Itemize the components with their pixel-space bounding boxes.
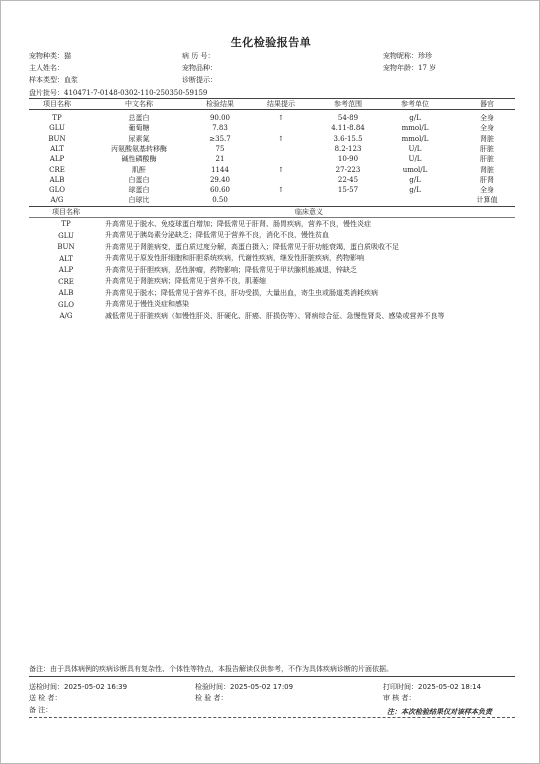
- reviewer: 审 核 者：: [383, 694, 416, 702]
- clinical-code: ALB: [58, 289, 74, 297]
- clinical-meaning: 升高常见于原发性肝细胞和肝胆系统疾病，代谢性疾病，继发性肝脏疾病，药物影响: [105, 254, 364, 262]
- cell-organ: 肾脏: [480, 165, 494, 174]
- cell-organ: 肾脏: [480, 134, 494, 143]
- cell-organ: 全身: [480, 124, 494, 133]
- cell-code: BUN: [48, 134, 66, 143]
- info-label: 盘片批号：: [29, 89, 64, 97]
- cell-range: 22-45: [337, 175, 359, 184]
- cell-code: GLO: [49, 186, 65, 195]
- info-field: [182, 63, 217, 73]
- clinical-header-meaning: 临床意义: [295, 208, 323, 216]
- cell-unit: U/L: [408, 144, 422, 153]
- clinical-code: TP: [61, 220, 71, 228]
- divider: [29, 217, 515, 218]
- info-field: [29, 51, 71, 61]
- divider: [29, 109, 515, 110]
- info-label: 诊断提示：: [182, 76, 217, 84]
- clinical-meaning: 升高常见于慢性炎症和感染: [105, 300, 189, 308]
- cell-code: ALT: [50, 144, 64, 153]
- cell-flag: ↑: [278, 134, 284, 143]
- cell-unit: g/L: [409, 175, 421, 184]
- cell-unit: g/L: [409, 114, 421, 122]
- clinical-meaning: 升高常见于脱水、免疫球蛋白增加；降低常见于肝肾、肠胃疾病，营养不良，慢性炎症: [105, 219, 371, 228]
- cell-range: 54-89: [337, 114, 359, 122]
- cell-name: 葡萄糖: [128, 124, 150, 133]
- cell-result: ≥35.7: [209, 134, 231, 143]
- cell-result: 29.40: [209, 175, 231, 184]
- info-field: [383, 63, 436, 73]
- clinical-header-code: 项目名称: [52, 208, 80, 216]
- info-value: 410471-7-0148-0302-110-250350-59159: [64, 89, 208, 97]
- info-label: 样本类型：: [29, 76, 64, 84]
- cell-name: 碱性磷酸酶: [121, 155, 157, 164]
- cell-range: 15-57: [337, 186, 359, 195]
- info-field: [29, 88, 207, 98]
- divider: [29, 676, 515, 677]
- clinical-meaning: 升高常见于脱水；降低常见于营养不良，肝功受损，大量出血，寄生虫或肠道类消耗疾病: [105, 288, 378, 297]
- cell-code: TP: [52, 114, 62, 122]
- cell-name: 白球比: [128, 196, 150, 205]
- info-field: [182, 51, 214, 61]
- clinical-code: ALT: [59, 254, 73, 263]
- cell-range: 3.6-15.5: [333, 134, 363, 143]
- cell-code: GLU: [49, 124, 65, 133]
- cell-organ: 全身: [480, 186, 494, 195]
- test-time-value: 2025-05-02 17:09: [230, 683, 294, 691]
- info-label: 宠物年龄：: [383, 64, 418, 72]
- column-header: 项目名称: [43, 100, 71, 108]
- cell-name: 丙氨酸氨基转移酶: [111, 144, 167, 153]
- clinical-code: CRE: [58, 277, 74, 286]
- info-field: [182, 75, 217, 85]
- info-label: 病 历 号：: [182, 52, 215, 60]
- clinical-code: BUN: [57, 243, 75, 251]
- disclaimer: 注：本次检验结果仅对该样本负责: [387, 707, 492, 716]
- report-title: 生化检验报告单: [230, 36, 312, 49]
- print-time: [383, 682, 481, 692]
- cell-flag: ↑: [278, 186, 284, 195]
- remark: 备 注：: [29, 706, 53, 714]
- info-field: [29, 63, 64, 73]
- info-field: [383, 51, 432, 61]
- clinical-meaning: 减低常见于肝脏疾病（如慢性肝炎、肝硬化、肝癌、肝损伤等）、肾病综合征、急慢性肾炎、感染或营养不良等: [105, 311, 445, 320]
- sender: 送 检 者：: [29, 694, 62, 702]
- send-time-value: 2025-05-02 16:39: [64, 683, 128, 691]
- cell-code: ALP: [49, 155, 65, 164]
- info-field: [29, 75, 78, 85]
- cell-code: A/G: [50, 196, 64, 205]
- divider: [29, 98, 515, 99]
- divider: [29, 717, 515, 718]
- column-header: 中文名称: [125, 100, 153, 108]
- cell-code: ALB: [49, 175, 65, 184]
- clinical-code: A/G: [59, 312, 73, 320]
- footnote: 备注：由于具体病例的疾病诊断具有复杂性、个体性等特点，本报告解读仅供参考，不作为具体疾病诊断的片面依据。: [29, 665, 393, 673]
- cell-code: CRE: [49, 165, 65, 174]
- clinical-meaning: 升高常见于肝胆疾病，恶性肿瘤，药物影响；降低常见于甲状腺机能减退，锌缺乏: [105, 265, 357, 274]
- cell-organ: 肝脏: [480, 155, 494, 164]
- cell-organ: 肝脏: [480, 144, 494, 153]
- info-label: 宠物昵称：: [383, 52, 418, 60]
- cell-range: 4.11-8.84: [331, 124, 365, 133]
- column-header: 参考范围: [334, 100, 362, 108]
- print-time-value: 2025-05-02 18:14: [418, 683, 482, 691]
- column-header: 结果提示: [267, 100, 295, 108]
- cell-name: 球蛋白: [128, 186, 150, 195]
- cell-flag: ↑: [278, 114, 284, 122]
- info-value: 血浆: [64, 76, 78, 84]
- test-time: [195, 682, 293, 692]
- cell-result: 90.00: [209, 114, 231, 122]
- cell-result: 75: [215, 144, 225, 153]
- column-header: 器官: [480, 100, 494, 108]
- cell-unit: g/L: [409, 186, 421, 195]
- info-value: 珍珍: [418, 52, 432, 60]
- info-label: 宠物种类：: [29, 52, 64, 60]
- test-time-label: 检验时间：: [195, 683, 230, 691]
- divider: [29, 206, 515, 207]
- cell-range: 8.2-123: [334, 144, 362, 153]
- cell-unit: U/L: [408, 155, 422, 164]
- clinical-code: ALP: [58, 266, 74, 274]
- cell-result: 21: [215, 155, 225, 164]
- tester: 检 验 者：: [195, 694, 228, 702]
- cell-result: 0.50: [212, 196, 228, 205]
- info-label: 宠物品种：: [182, 64, 217, 72]
- clinical-meaning: 升高常见于肾脏疾病；降低常见于营养不良，肌萎缩: [105, 277, 266, 285]
- column-header: 检验结果: [206, 100, 234, 108]
- cell-unit: umol/L: [402, 165, 428, 174]
- clinical-meaning: 升高常见于胰岛素分泌缺乏；降低常见于营养不良，消化不良，慢性贫血: [105, 231, 329, 239]
- clinical-code: GLU: [58, 231, 74, 240]
- send-time-label: 送检时间：: [29, 683, 64, 691]
- cell-range: 10-90: [337, 155, 359, 164]
- clinical-code: GLO: [58, 300, 74, 309]
- cell-range: 27-223: [335, 165, 361, 174]
- clinical-meaning: 升高常见于肾脏病变，蛋白质过度分解，高蛋白摄入；降低常见于肝功能衰竭，蛋白质吸收不足: [105, 242, 399, 251]
- column-header: 参考单位: [401, 100, 429, 108]
- info-value: 17 岁: [418, 64, 437, 72]
- cell-name: 总蛋白: [128, 114, 150, 122]
- cell-organ: 肝肾: [480, 175, 494, 184]
- cell-result: 60.60: [209, 186, 231, 195]
- cell-name: 白蛋白: [128, 175, 150, 184]
- cell-organ: 全身: [480, 114, 494, 122]
- cell-name: 肌酐: [132, 165, 146, 174]
- cell-result: 1144: [211, 165, 229, 174]
- print-time-label: 打印时间：: [383, 683, 418, 691]
- send-time: [29, 682, 127, 692]
- info-value: 猫: [64, 52, 71, 60]
- info-label: 主人姓名：: [29, 64, 64, 72]
- cell-organ: 计算值: [476, 196, 498, 205]
- cell-result: 7.83: [212, 124, 228, 133]
- cell-name: 尿素氮: [128, 134, 150, 143]
- cell-unit: mmol/L: [401, 124, 429, 133]
- cell-flag: ↑: [278, 165, 284, 174]
- cell-unit: mmol/L: [401, 134, 429, 143]
